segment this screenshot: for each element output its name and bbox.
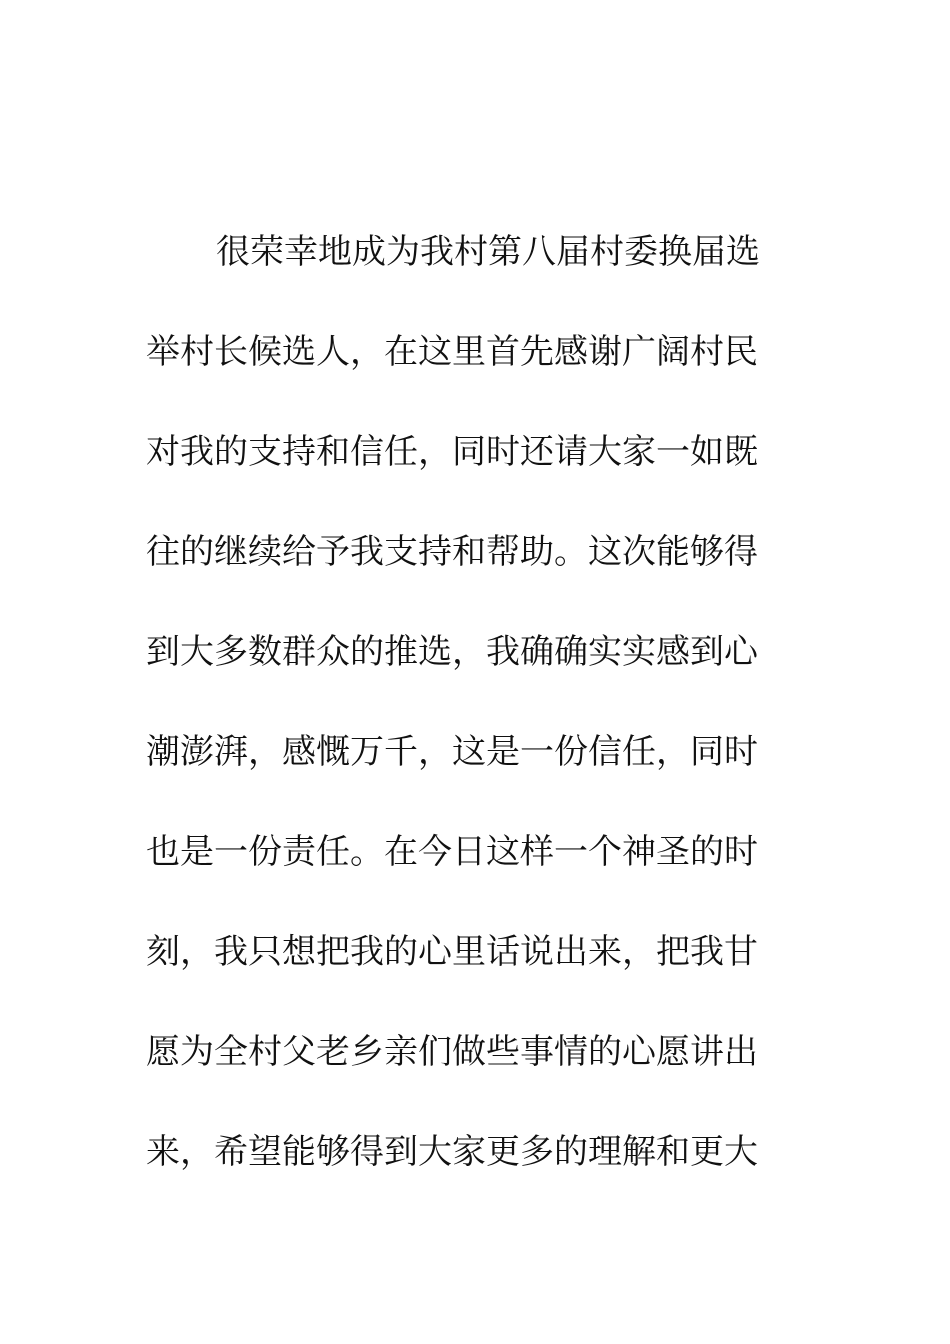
- text-line: 刻，我只想把我的心里话说出来，把我甘: [146, 932, 758, 972]
- text-line: 往的继续给予我支持和帮助。这次能够得: [146, 532, 758, 572]
- text-line: 也是一份责任。在今日这样一个神圣的时: [146, 832, 758, 872]
- body-paragraph: [146, 224, 786, 1224]
- text-line: 潮澎湃，感慨万千，这是一份信任，同时: [146, 732, 758, 772]
- text-line: 很荣幸地成为我村第八届村委换届选: [216, 232, 760, 272]
- text-line: 举村长候选人，在这里首先感谢广阔村民: [146, 332, 758, 372]
- text-line: 来，希望能够得到大家更多的理解和更大: [146, 1132, 758, 1172]
- text-line: 到大多数群众的推选，我确确实实感到心: [146, 632, 758, 672]
- text-line: 愿为全村父老乡亲们做些事情的心愿讲出: [146, 1032, 758, 1072]
- text-line: 对我的支持和信任，同时还请大家一如既: [146, 432, 758, 472]
